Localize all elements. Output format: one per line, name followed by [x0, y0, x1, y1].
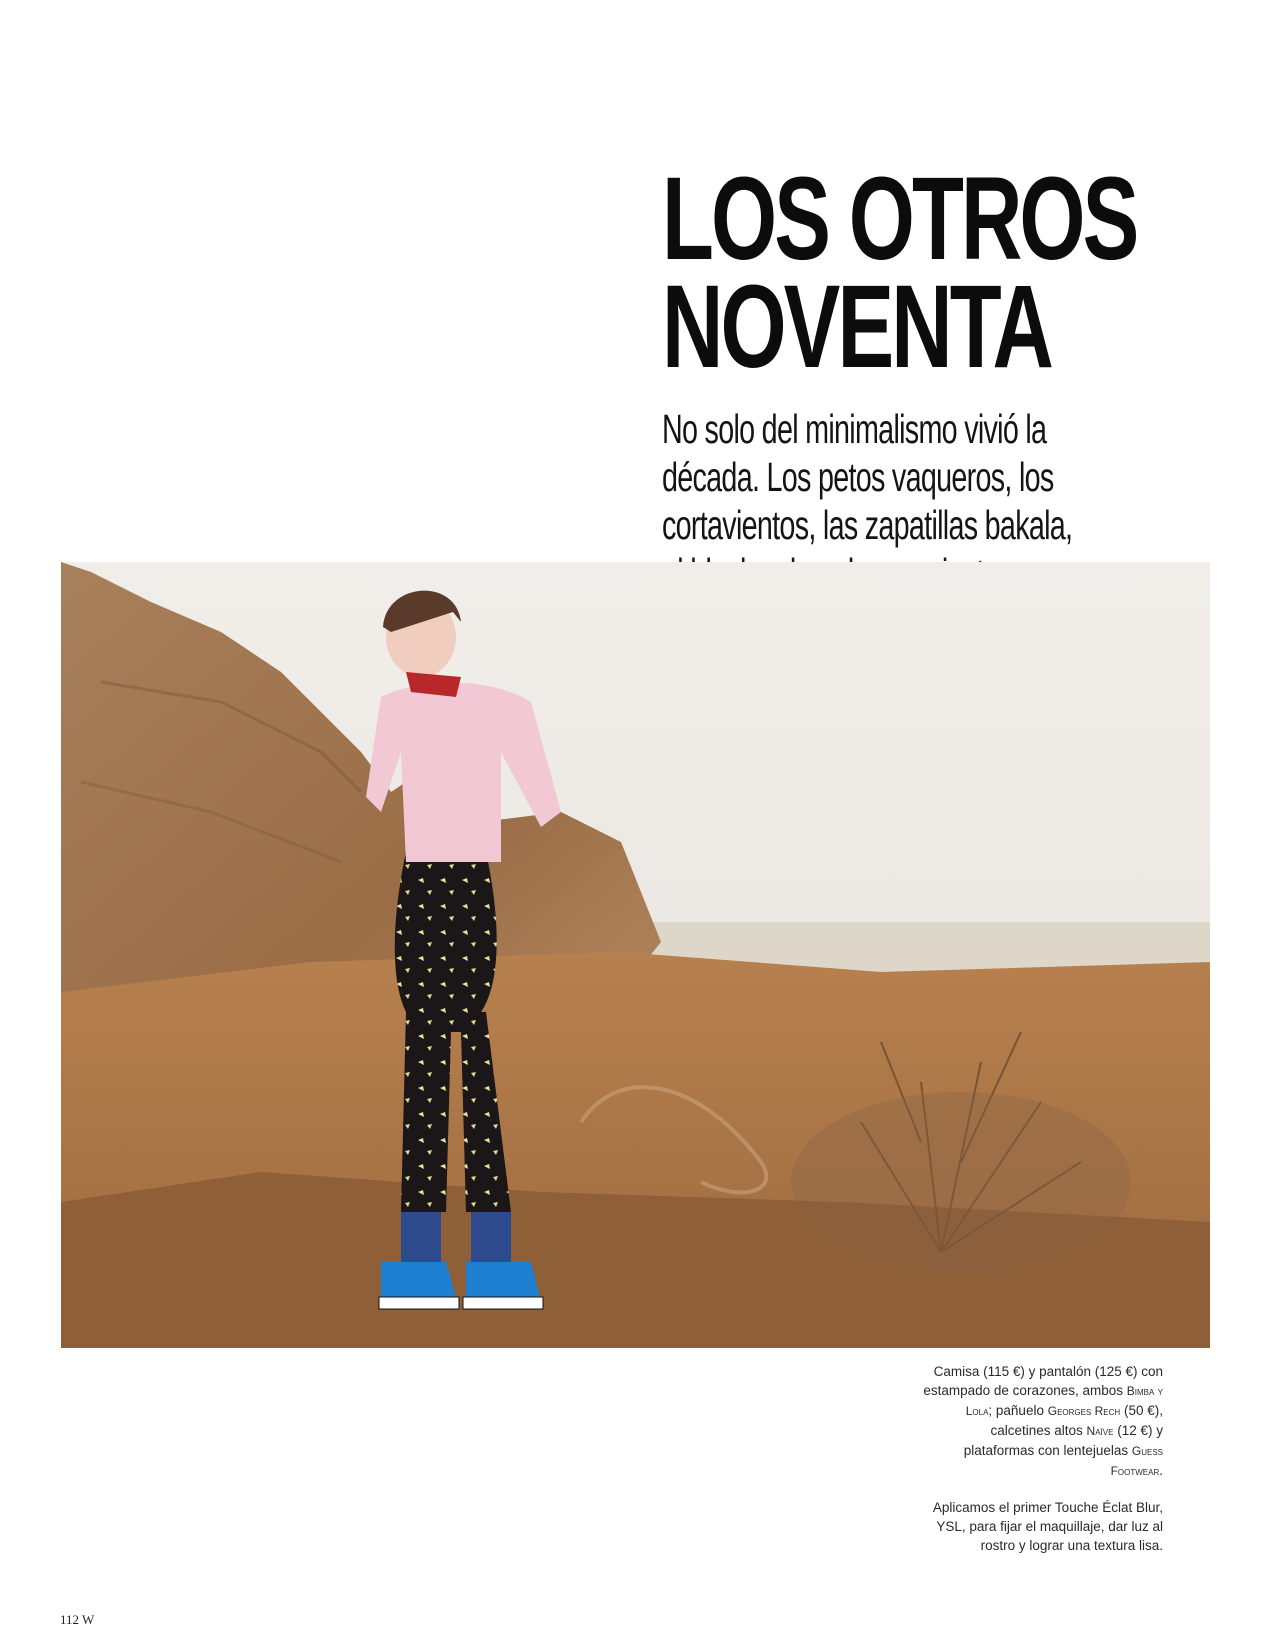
fashion-photo — [61, 562, 1210, 1348]
makeup-caption: Aplicamos el primer Touche Éclat Blur, YSL, para fijar el maquillaje, dar luz al rostro y lograr una textura lisa. — [932, 1500, 1163, 1553]
caption-text: (12 €) y plataformas con lentejuelas — [963, 1423, 1163, 1458]
photo-illustration — [61, 562, 1210, 1348]
headline-line-2: NOVENTA — [662, 261, 1051, 393]
outfit-caption — [923, 1362, 1163, 1481]
brand-name: Bimba y Lola — [965, 1384, 1163, 1418]
brand-name: Georges Rech — [1047, 1404, 1121, 1418]
caption-text: . — [1159, 1463, 1163, 1478]
caption-text: ; pañuelo — [988, 1403, 1044, 1418]
caption-text: Camisa (115 €) y pantalón (125 €) con estampado de corazones, ambos — [923, 1364, 1163, 1398]
headline — [662, 153, 1137, 393]
intro-line: No solo del minimalismo vivió la — [662, 406, 1047, 452]
intro-line: década. Los petos vaqueros, los — [662, 454, 1054, 500]
headline-line-1: LOS OTROS — [662, 153, 1137, 285]
caption-text: (50 €), calcetines altos — [990, 1403, 1163, 1438]
product-caption — [923, 1362, 1163, 1572]
brand-name: Guess Footwear — [1110, 1444, 1163, 1478]
page-folio: 112 W — [60, 1612, 95, 1627]
intro-line: cortavientos, las zapatillas bakala, — [662, 502, 1073, 548]
brand-name: Naïve — [1086, 1424, 1114, 1438]
